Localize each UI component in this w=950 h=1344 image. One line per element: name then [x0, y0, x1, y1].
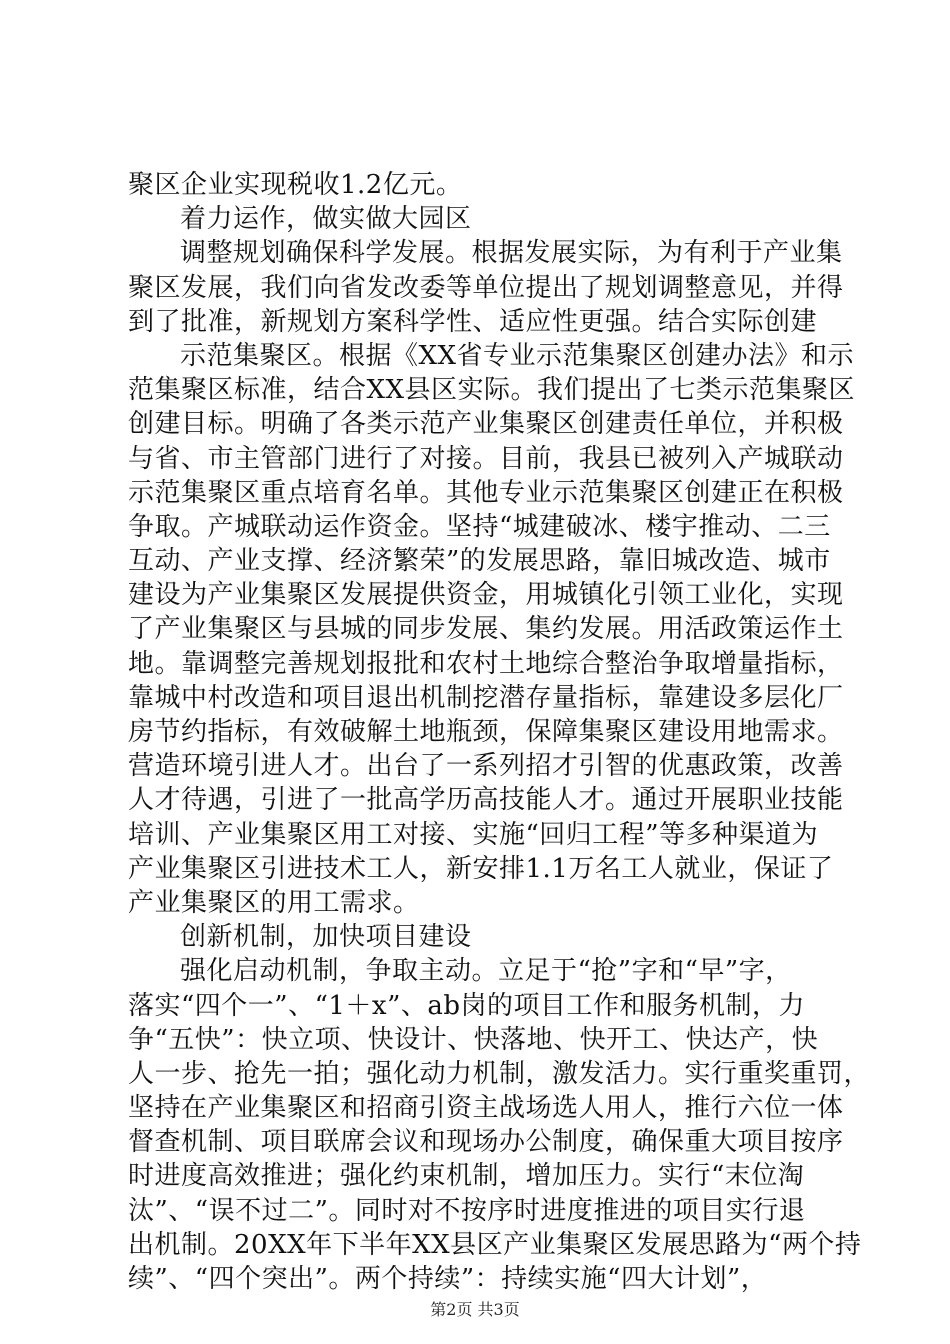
text-line: 示范集聚区。根据《XX省专业示范集聚区创建办法》和示 — [180, 340, 855, 371]
text-line: 聚区发展，我们向省发改委等单位提出了规划调整意见，并得 — [128, 272, 844, 303]
text-line: 续”、“四个突出”。两个持续”：持续实施“四大计划”， — [128, 1264, 768, 1294]
text-line: 强化启动机制，争取主动。立足于“抢”字和“早”字， — [180, 956, 792, 987]
text-line: 调整规划确保科学发展。根据发展实际，为有利于产业集 — [180, 238, 843, 269]
text-line: 督查机制、项目联席会议和现场办公制度，确保重大项目按序 — [128, 1127, 844, 1158]
text-line: 出机制。20XX年下半年XX县区产业集聚区发展思路为“两个持 — [128, 1229, 862, 1260]
section-heading: 创新机制，加快项目建设 — [180, 922, 472, 953]
text-line: 了产业集聚区与县城的同步发展、集约发展。用活政策运作土 — [128, 614, 844, 645]
text-line: 创建目标。明确了各类示范产业集聚区创建责任单位，并积极 — [128, 409, 844, 440]
text-line: 人才待遇，引进了一批高学历高技能人才。通过开展职业技能 — [128, 785, 844, 816]
text-line: 汰”、“误不过二”。同时对不按序时进度推进的项目实行退 — [128, 1195, 806, 1226]
text-line: 人一步、抢先一拍；强化动力机制，激发活力。实行重奖重罚， — [128, 1058, 871, 1089]
text-line: 产业集聚区的用工需求。 — [128, 887, 420, 918]
text-line: 培训、产业集聚区用工对接、实施“回归工程”等多种渠道为 — [128, 819, 819, 850]
text-line: 房节约指标，有效破解土地瓶颈，保障集聚区建设用地需求。 — [128, 717, 844, 747]
text-line: 互动、产业支撑、经济繁荣”的发展思路，靠旧城改造、城市 — [128, 546, 831, 577]
text-line: 落实“四个一”、“1＋x”、ab岗的项目工作和服务机制，力 — [128, 990, 806, 1021]
text-line: 产业集聚区引进技术工人，新安排1.1万名工人就业，保证了 — [128, 853, 834, 884]
text-line: 时进度高效推进；强化约束机制，增加压力。实行“末位淘 — [128, 1161, 805, 1192]
text-line: 建设为产业集聚区发展提供资金，用城镇化引领工业化，实现 — [128, 580, 844, 611]
text-line: 聚区企业实现税收1.2亿元。 — [128, 170, 463, 200]
text-line: 坚持在产业集聚区和招商引资主战场选人用人，推行六位一体 — [128, 1093, 844, 1124]
text-line: 与省、市主管部门进行了对接。目前，我县已被列入产城联动 — [128, 443, 844, 474]
page-number-label: 第2页 共3页 — [430, 1300, 520, 1319]
page-footer — [0, 1300, 950, 1320]
text-line: 靠城中村改造和项目退出机制挖潜存量指标，靠建设多层化厂 — [128, 682, 844, 713]
text-line: 地。靠调整完善规划报批和农村土地综合整治争取增量指标， — [128, 648, 844, 679]
document-body — [128, 168, 871, 1296]
section-heading: 着力运作，做实做大园区 — [180, 204, 472, 235]
text-line: 营造环境引进人才。出台了一系列招才引智的优惠政策，改善 — [128, 751, 844, 782]
text-line: 到了批准，新规划方案科学性、适应性更强。结合实际创建 — [128, 306, 818, 337]
text-line: 示范集聚区重点培育名单。其他专业示范集聚区创建正在积极 — [128, 477, 844, 508]
text-line: 范集聚区标准，结合XX县区实际。我们提出了七类示范集聚区 — [128, 375, 856, 406]
text-line: 争“五快”：快立项、快设计、快落地、快开工、快达产，快 — [128, 1024, 819, 1055]
text-line: 争取。产城联动运作资金。坚持“城建破冰、楼宇推动、二三 — [128, 511, 831, 542]
